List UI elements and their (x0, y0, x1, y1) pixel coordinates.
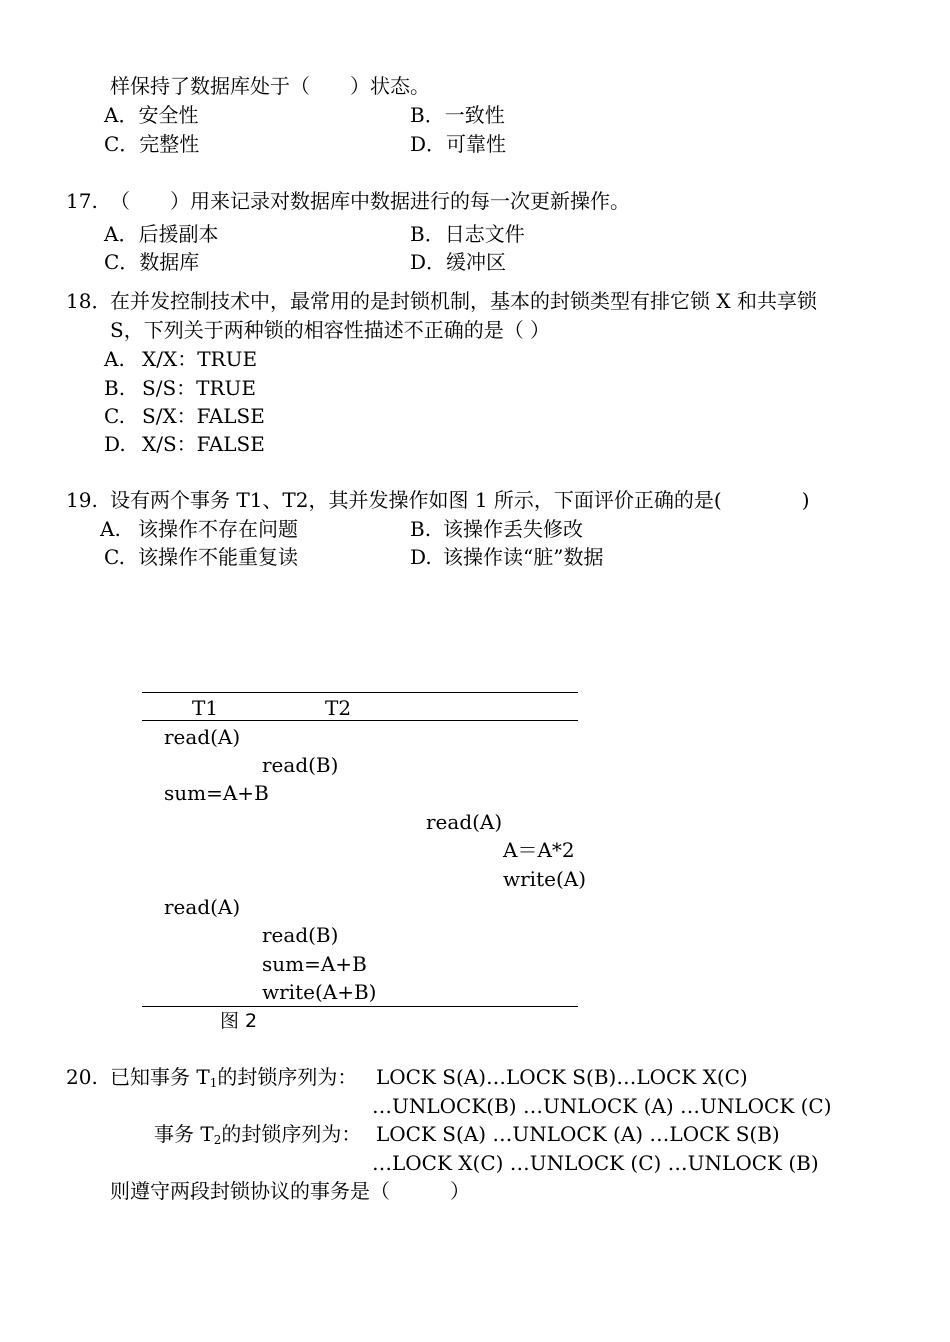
figure-header-t2: T2 (325, 696, 352, 720)
q18-option-d-letter: D. (104, 432, 126, 456)
q19-option-a-text: 该操作不存在问题 (138, 517, 298, 541)
q16-option-c: C．完整性 (104, 132, 200, 156)
figure-header-t1: T1 (192, 696, 219, 720)
q20-t1-line2: …UNLOCK(B) …UNLOCK (A) …UNLOCK (C) (372, 1094, 832, 1118)
q19-option-c-letter: C. (104, 545, 125, 569)
q19-stem: 设有两个事务 T1、T2，其并发操作如图 1 所示，下面评价正确的是( ) (110, 488, 810, 512)
t1-subscript: 1 (209, 1076, 218, 1090)
schedule-step: read(A) (164, 725, 241, 749)
q20-t1-line1: LOCK S(A)…LOCK S(B)…LOCK X(C) (376, 1065, 748, 1089)
q18-option-c-text: S/X：FALSE (142, 404, 265, 428)
q16-option-d: D．可靠性 (410, 132, 507, 156)
q20-t2-line1: LOCK S(A) …UNLOCK (A) …LOCK S(B) (376, 1122, 780, 1146)
q18-stem-line2: S，下列关于两种锁的相容性描述不正确的是（ ） (110, 318, 551, 342)
q16-option-b: B．一致性 (410, 103, 505, 127)
q20-number: 20. (66, 1065, 98, 1089)
q16-option-a: A．安全性 (104, 103, 199, 127)
schedule-step: read(A) (164, 895, 241, 919)
q19-number: 19. (66, 488, 98, 512)
q18-option-a-text: X/X：TRUE (142, 347, 258, 371)
q19-option-d-letter: D. (410, 545, 432, 569)
q19-option-b-text: 该操作丢失修改 (443, 517, 583, 541)
q18-option-b-text: S/S：TRUE (142, 376, 256, 400)
q20-t2-line2: …LOCK X(C) …UNLOCK (C) …UNLOCK (B) (372, 1151, 819, 1175)
q19-option-a-letter: A. (100, 517, 121, 541)
figure-top-rule (142, 692, 578, 693)
q18-option-d-text: X/S：FALSE (142, 432, 265, 456)
q17-option-a: A．后援副本 (104, 222, 219, 246)
figure-bottom-rule (142, 1006, 578, 1007)
q20-t2-label: 事务 $T_2$的封锁序列为： (154, 1122, 362, 1147)
schedule-step: write(A) (503, 867, 586, 891)
schedule-step: sum=A+B (164, 781, 269, 805)
q20-question: 则遵守两段封锁协议的事务是（ ） (110, 1179, 470, 1203)
q17-option-b: B．日志文件 (410, 222, 525, 246)
q19-option-d-text: 该操作读“脏”数据 (443, 545, 604, 569)
schedule-step: read(B) (262, 923, 339, 947)
figure-header-rule (142, 720, 578, 721)
figure-caption: 图 2 (220, 1010, 258, 1032)
q16-stem-tail: 样保持了数据库处于（ ）状态。 (110, 74, 430, 98)
q19-option-b-letter: B. (410, 517, 432, 541)
schedule-step: write(A+B) (262, 980, 377, 1004)
q18-stem-line1: 在并发控制技术中，最常用的是封锁机制，基本的封锁类型有排它锁 X 和共享锁 (110, 289, 817, 313)
schedule-step: A＝A*2 (503, 838, 575, 862)
q17-stem: （ ）用来记录对数据库中数据进行的每一次更新操作。 (110, 189, 630, 213)
schedule-step: read(B) (262, 753, 339, 777)
q18-option-c-letter: C. (104, 404, 125, 428)
q17-option-d: D．缓冲区 (410, 250, 507, 274)
q20-t1-label: 已知事务 $T_1$的封锁序列为： (110, 1065, 358, 1090)
q17-number: 17. (66, 189, 98, 213)
schedule-step: read(A) (426, 810, 503, 834)
q18-number: 18． (66, 289, 112, 313)
q19-option-c-text: 该操作不能重复读 (138, 545, 298, 569)
q17-option-c: C．数据库 (104, 250, 200, 274)
q18-option-b-letter: B. (104, 376, 126, 400)
q18-option-a-letter: A. (104, 347, 125, 371)
schedule-step: sum=A+B (262, 952, 367, 976)
t2-subscript: 2 (213, 1133, 222, 1147)
